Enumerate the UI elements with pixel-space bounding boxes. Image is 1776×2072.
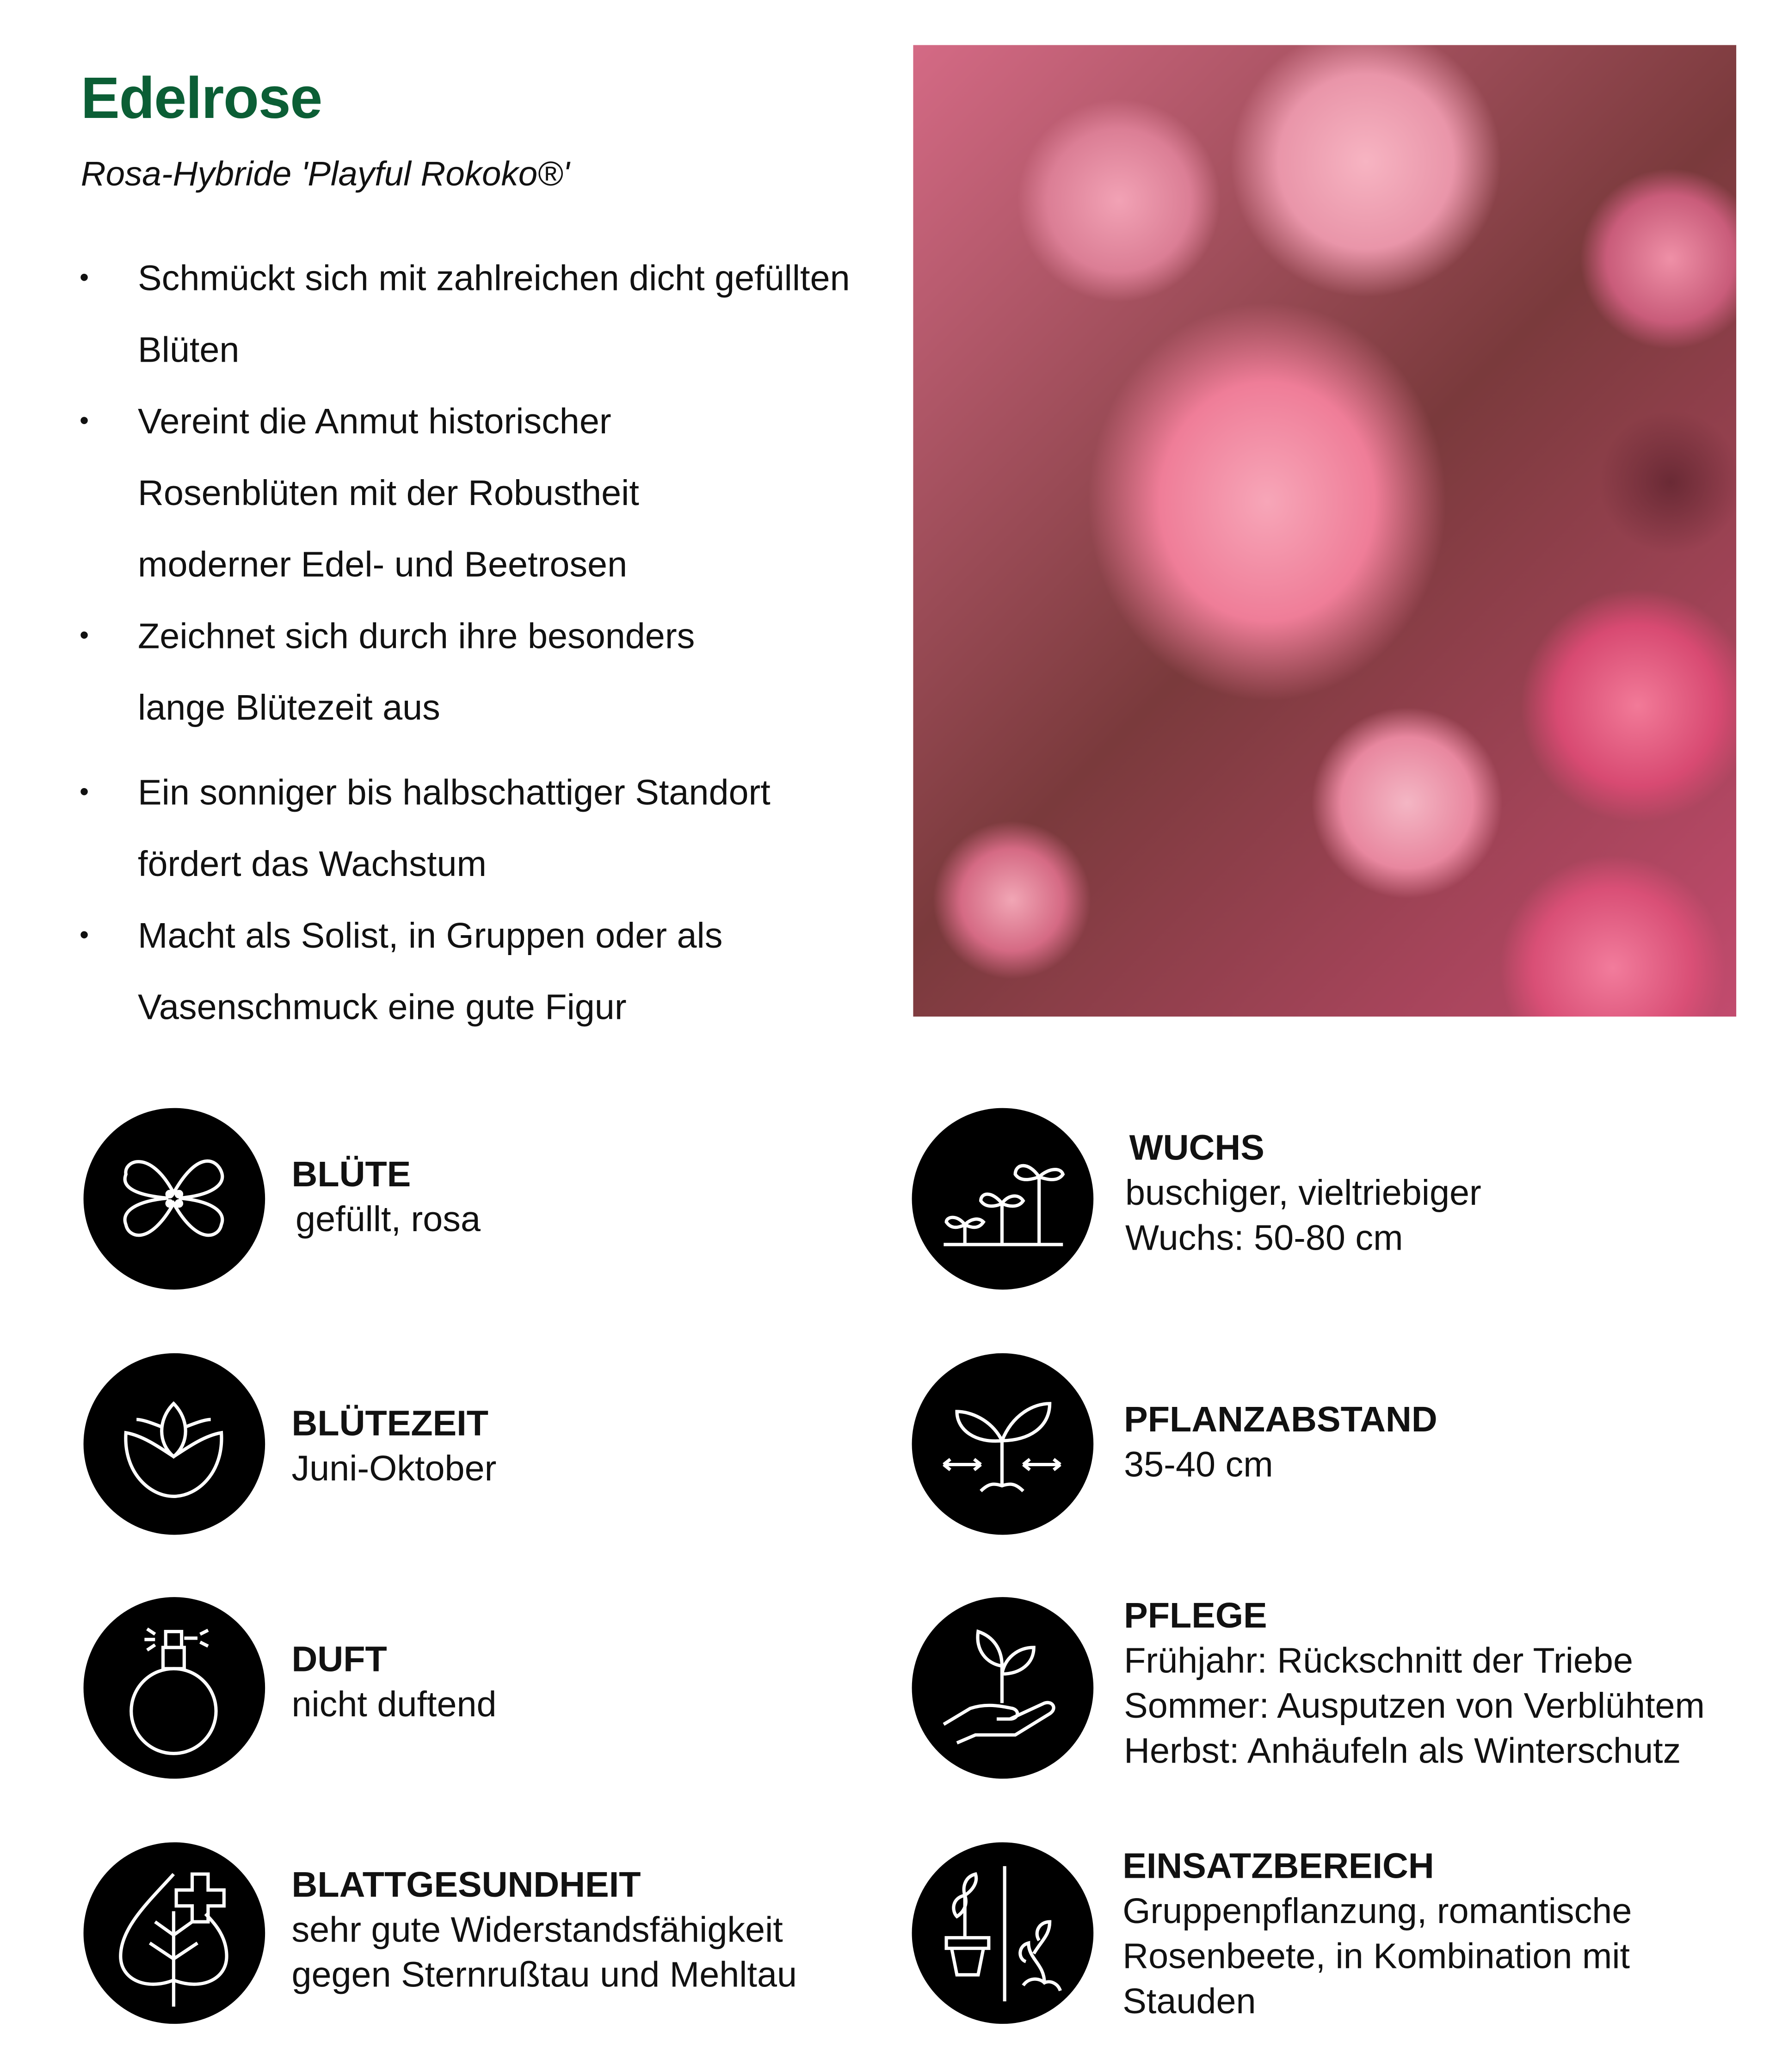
feature-bullet-list xyxy=(74,242,856,1043)
feature-blattgesundheit xyxy=(291,1862,797,1997)
page-title: Edelrose xyxy=(80,66,322,131)
feature-value: Stauden xyxy=(1122,1981,1256,2022)
feature-value: Sommer: Ausputzen von Verblühtem xyxy=(1124,1686,1705,1726)
feature-label: BLATTGESUNDHEIT xyxy=(291,1865,641,1905)
feature-value: sehr gute Widerstandsfähigkeit xyxy=(291,1910,783,1950)
feature-label: DUFT xyxy=(291,1639,387,1679)
growth-icon xyxy=(912,1108,1094,1290)
feature-label: EINSATZBEREICH xyxy=(1122,1846,1434,1886)
feature-label: BLÜTE xyxy=(291,1154,411,1194)
feature-pflege xyxy=(1124,1593,1705,1774)
feature-duft xyxy=(291,1637,496,1727)
bullet-item: • Ein sonniger bis halbschattiger Standort fördert das Wachstum xyxy=(74,757,856,900)
feature-value: Gruppenpflanzung, romantische xyxy=(1122,1891,1632,1931)
feature-wuchs xyxy=(1125,1125,1481,1260)
spacing-icon xyxy=(912,1353,1094,1535)
botanical-name: Rosa-Hybride 'Playful Rokoko®' xyxy=(80,154,570,194)
feature-value: 35-40 cm xyxy=(1124,1444,1273,1485)
leaf-health-icon xyxy=(84,1842,265,2024)
bullet-item: • Vereint die Anmut historischer Rosenblüten mit der Robustheit moderner Edel- und Beetrosen xyxy=(74,386,694,600)
feature-value: gegen Sternrußtau und Mehltau xyxy=(291,1955,797,1995)
rose-photo xyxy=(913,45,1736,1017)
flower-icon xyxy=(84,1108,265,1290)
feature-value: gefüllt, rosa xyxy=(296,1199,481,1240)
bullet-item: • Zeichnet sich durch ihre besonders lange Blütezeit aus xyxy=(74,600,760,743)
pot-plant-icon xyxy=(912,1842,1094,2024)
feature-label: WUCHS xyxy=(1129,1128,1264,1168)
feature-value: Frühjahr: Rückschnitt der Triebe xyxy=(1124,1640,1634,1681)
feature-label: BLÜTEZEIT xyxy=(291,1403,489,1443)
feature-value: buschiger, vieltriebiger xyxy=(1125,1173,1481,1213)
feature-bluetezeit xyxy=(291,1401,496,1491)
feature-value: Rosenbeete, in Kombination mit xyxy=(1122,1936,1630,1976)
bullet-item: • Macht als Solist, in Gruppen oder als Vasenschmuck eine gute Figur xyxy=(74,900,774,1043)
lotus-icon xyxy=(84,1353,265,1535)
feature-einsatzbereich xyxy=(1122,1844,1632,2024)
feature-value: Juni-Oktober xyxy=(291,1449,497,1489)
feature-pflanzabstand xyxy=(1124,1397,1437,1487)
perfume-bottle-icon xyxy=(84,1597,265,1779)
feature-value: Herbst: Anhäufeln als Winterschutz xyxy=(1124,1731,1681,1771)
hand-plant-icon xyxy=(912,1597,1094,1779)
bullet-item: • Schmückt sich mit zahlreichen dicht gefüllten Blüten xyxy=(74,242,856,385)
feature-bluete xyxy=(291,1152,481,1242)
feature-value: Wuchs: 50-80 cm xyxy=(1125,1218,1403,1258)
feature-label: PFLEGE xyxy=(1124,1596,1267,1636)
feature-label: PFLANZABSTAND xyxy=(1124,1400,1437,1440)
feature-value: nicht duftend xyxy=(291,1684,497,1725)
